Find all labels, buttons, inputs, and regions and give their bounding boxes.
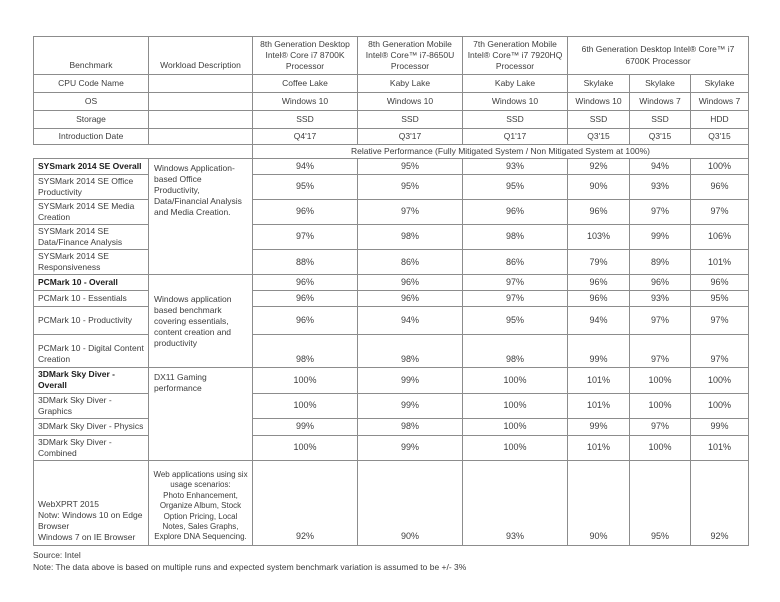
benchmark-row <box>34 250 749 275</box>
value-cell: 100% <box>630 368 691 393</box>
benchmark-row <box>34 307 749 335</box>
spec-row <box>34 111 749 129</box>
spec-value: Q3'17 <box>358 129 463 145</box>
value-cell: 100% <box>253 393 358 418</box>
value-cell: 96% <box>253 275 358 291</box>
spec-value: Q3'15 <box>691 129 749 145</box>
header-row <box>34 37 749 75</box>
spec-value: Windows 7 <box>691 93 749 111</box>
value-cell: 100% <box>253 435 358 460</box>
spec-value: HDD <box>691 111 749 129</box>
value-cell: 94% <box>630 159 691 175</box>
spec-row <box>34 129 749 145</box>
spec-value: SSD <box>358 111 463 129</box>
benchmark-row <box>34 393 749 418</box>
value-cell: 97% <box>630 200 691 225</box>
spec-value: Skylake <box>630 75 691 93</box>
value-cell: 95% <box>253 175 358 200</box>
benchmark-label: SYSMark 2014 SE Media Creation <box>34 200 149 225</box>
value-cell: 97% <box>630 335 691 368</box>
spec-empty-cell <box>149 75 253 93</box>
footer-note: Note: The data above is based on multiple runs and expected system benchmark variation is assumed to be +/- 3% <box>33 562 467 573</box>
spec-value: Windows 10 <box>568 93 630 111</box>
value-cell: 88% <box>253 250 358 275</box>
benchmark-row <box>34 159 749 175</box>
value-cell: 98% <box>463 335 568 368</box>
processor-header-8650u: 8th Generation Mobile Intel® Core™ i7-8650U Processor <box>358 37 463 75</box>
table-footer <box>33 549 748 574</box>
value-cell: 100% <box>463 435 568 460</box>
spec-value: Q3'15 <box>630 129 691 145</box>
value-cell: 97% <box>253 225 358 250</box>
spec-value: SSD <box>253 111 358 129</box>
spec-value: Coffee Lake <box>253 75 358 93</box>
value-cell: 89% <box>630 250 691 275</box>
value-cell: 100% <box>630 393 691 418</box>
value-cell: 97% <box>691 335 749 368</box>
value-cell: 100% <box>691 368 749 393</box>
value-cell: 95% <box>358 159 463 175</box>
value-cell: 99% <box>253 418 358 435</box>
benchmark-label: PCMark 10 - Digital Content Creation <box>34 335 149 368</box>
benchmark-label: SYSMark 2014 SE Office Productivity <box>34 175 149 200</box>
value-cell: 98% <box>358 335 463 368</box>
value-cell: 99% <box>358 393 463 418</box>
benchmark-label: 3DMark Sky Diver - Graphics <box>34 393 149 418</box>
value-cell: 97% <box>630 418 691 435</box>
value-cell: 92% <box>253 460 358 545</box>
benchmark-label: PCMark 10 - Productivity <box>34 307 149 335</box>
value-cell: 96% <box>358 291 463 307</box>
value-cell: 98% <box>253 335 358 368</box>
value-cell: 92% <box>691 460 749 545</box>
value-cell: 96% <box>358 275 463 291</box>
value-cell: 101% <box>691 250 749 275</box>
value-cell: 99% <box>568 418 630 435</box>
value-cell: 97% <box>691 307 749 335</box>
relative-performance-note: Relative Performance (Fully Mitigated System / Non Mitigated System at 100%) <box>253 145 749 159</box>
value-cell: 106% <box>691 225 749 250</box>
value-cell: 100% <box>691 393 749 418</box>
value-cell: 95% <box>691 291 749 307</box>
spec-value: SSD <box>568 111 630 129</box>
value-cell: 86% <box>358 250 463 275</box>
benchmark-label: 3DMark Sky Diver - Physics <box>34 418 149 435</box>
value-cell: 100% <box>253 368 358 393</box>
benchmark-sheet <box>33 36 748 573</box>
spec-empty-cell <box>149 111 253 129</box>
value-cell: 100% <box>463 393 568 418</box>
value-cell: 101% <box>568 368 630 393</box>
value-cell: 93% <box>630 291 691 307</box>
value-cell: 93% <box>463 460 568 545</box>
benchmark-label: SYSmark 2014 SE Overall <box>34 159 149 175</box>
footer-source: Source: Intel <box>33 549 81 560</box>
value-cell: 90% <box>568 460 630 545</box>
spec-value: Windows 10 <box>358 93 463 111</box>
value-cell: 95% <box>463 307 568 335</box>
benchmark-label: 3DMark Sky Diver - Overall <box>34 368 149 393</box>
relative-performance-row <box>34 145 749 159</box>
value-cell: 92% <box>568 159 630 175</box>
value-cell: 96% <box>568 200 630 225</box>
value-cell: 96% <box>253 291 358 307</box>
benchmark-label: WebXPRT 2015 Notw: Windows 10 on Edge Browser Windows 7 on IE Browser <box>34 460 149 545</box>
value-cell: 97% <box>463 275 568 291</box>
value-cell: 93% <box>630 175 691 200</box>
workload-description: Windows Application-based Office Productivity, Data/Financial Analysis and Media Creation. <box>149 159 253 275</box>
processor-header-7920hq: 7th Generation Mobile Intel® Core™ i7 7920HQ Processor <box>463 37 568 75</box>
value-cell: 97% <box>463 291 568 307</box>
spec-value: Q4'17 <box>253 129 358 145</box>
value-cell: 98% <box>463 225 568 250</box>
spec-value: SSD <box>463 111 568 129</box>
value-cell: 99% <box>358 368 463 393</box>
spec-label: Storage <box>34 111 149 129</box>
value-cell: 90% <box>358 460 463 545</box>
benchmark-label: 3DMark Sky Diver - Combined <box>34 435 149 460</box>
value-cell: 100% <box>630 435 691 460</box>
spec-row <box>34 93 749 111</box>
benchmark-label: SYSMark 2014 SE Data/Finance Analysis <box>34 225 149 250</box>
value-cell: 94% <box>358 307 463 335</box>
value-cell: 97% <box>358 200 463 225</box>
benchmark-row <box>34 200 749 225</box>
value-cell: 96% <box>463 200 568 225</box>
col-header-benchmark: Benchmark <box>34 37 149 75</box>
spec-value: Skylake <box>568 75 630 93</box>
value-cell: 99% <box>568 335 630 368</box>
value-cell: 99% <box>358 435 463 460</box>
value-cell: 96% <box>691 275 749 291</box>
spec-value: Q1'17 <box>463 129 568 145</box>
benchmark-row <box>34 175 749 200</box>
benchmark-table <box>33 36 749 546</box>
value-cell: 90% <box>568 175 630 200</box>
processor-header-8700k: 8th Generation Desktop Intel® Core i7 8700K Processor <box>253 37 358 75</box>
spec-value: Kaby Lake <box>358 75 463 93</box>
value-cell: 96% <box>253 307 358 335</box>
relative-performance-spacer <box>34 145 253 159</box>
benchmark-label: PCMark 10 - Essentials <box>34 291 149 307</box>
value-cell: 100% <box>463 368 568 393</box>
benchmark-row <box>34 435 749 460</box>
benchmark-label: SYSMark 2014 SE Responsiveness <box>34 250 149 275</box>
processor-header-6700k: 6th Generation Desktop Intel® Core™ i7 6700K Processor <box>568 37 749 75</box>
value-cell: 100% <box>691 159 749 175</box>
value-cell: 95% <box>358 175 463 200</box>
workload-description: Windows application based benchmark covering essentials, content creation and productivity <box>149 275 253 368</box>
value-cell: 103% <box>568 225 630 250</box>
spec-label: OS <box>34 93 149 111</box>
value-cell: 93% <box>463 159 568 175</box>
value-cell: 101% <box>568 435 630 460</box>
benchmark-row <box>34 368 749 393</box>
spec-value: Windows 10 <box>253 93 358 111</box>
value-cell: 97% <box>630 307 691 335</box>
value-cell: 100% <box>463 418 568 435</box>
value-cell: 96% <box>691 175 749 200</box>
spec-value: SSD <box>630 111 691 129</box>
col-header-workload: Workload Description <box>149 37 253 75</box>
value-cell: 96% <box>568 291 630 307</box>
workload-description: DX11 Gaming performance <box>149 368 253 460</box>
spec-value: Windows 10 <box>463 93 568 111</box>
value-cell: 96% <box>568 275 630 291</box>
spec-empty-cell <box>149 129 253 145</box>
value-cell: 99% <box>630 225 691 250</box>
value-cell: 101% <box>568 393 630 418</box>
benchmark-label: PCMark 10 - Overall <box>34 275 149 291</box>
value-cell: 86% <box>463 250 568 275</box>
spec-value: Q3'15 <box>568 129 630 145</box>
value-cell: 97% <box>691 200 749 225</box>
value-cell: 96% <box>630 275 691 291</box>
value-cell: 96% <box>253 200 358 225</box>
benchmark-row <box>34 335 749 368</box>
spec-value: Windows 7 <box>630 93 691 111</box>
benchmark-row <box>34 460 749 545</box>
value-cell: 79% <box>568 250 630 275</box>
value-cell: 94% <box>253 159 358 175</box>
benchmark-row <box>34 418 749 435</box>
spec-value: Kaby Lake <box>463 75 568 93</box>
spec-empty-cell <box>149 93 253 111</box>
value-cell: 98% <box>358 418 463 435</box>
value-cell: 95% <box>463 175 568 200</box>
benchmark-row <box>34 275 749 291</box>
spec-label: Introduction Date <box>34 129 149 145</box>
value-cell: 99% <box>691 418 749 435</box>
value-cell: 95% <box>630 460 691 545</box>
spec-label: CPU Code Name <box>34 75 149 93</box>
benchmark-row <box>34 225 749 250</box>
value-cell: 98% <box>358 225 463 250</box>
spec-value: Skylake <box>691 75 749 93</box>
benchmark-row <box>34 291 749 307</box>
value-cell: 94% <box>568 307 630 335</box>
spec-row <box>34 75 749 93</box>
value-cell: 101% <box>691 435 749 460</box>
workload-description: Web applications using six usage scenarios: Photo Enhancement, Organize Album, Stock Option Pricing, Local Notes, Sales Graphs, Explore DNA Sequencing. <box>149 460 253 545</box>
